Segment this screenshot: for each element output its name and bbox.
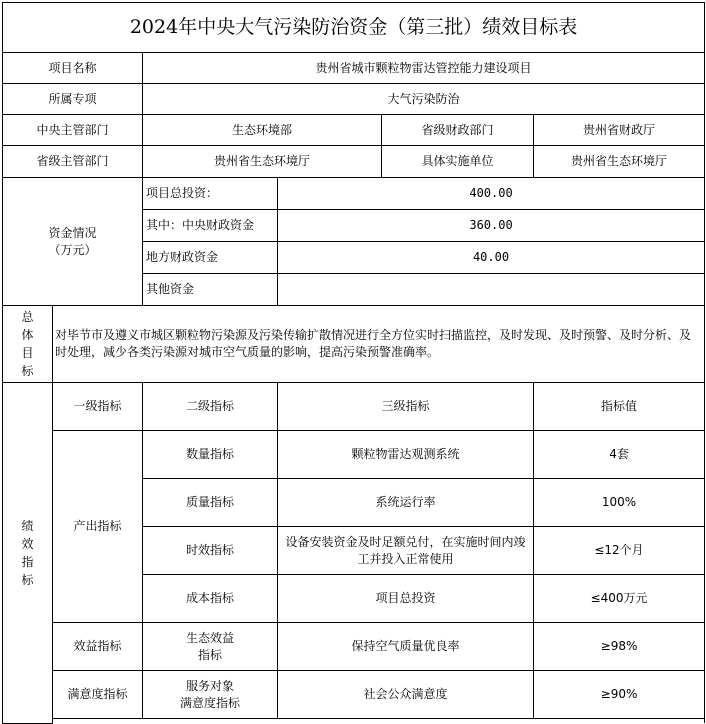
indicator-value: ≥90% bbox=[534, 671, 705, 719]
indicators-label: 绩 效 指 标 bbox=[3, 383, 53, 724]
indicator-value: 100% bbox=[534, 479, 705, 527]
performance-target-table bbox=[2, 2, 705, 724]
indicator-level3: 颗粒物雷达观测系统 bbox=[278, 431, 534, 479]
indicator-value: ≤12个月 bbox=[534, 527, 705, 575]
funding-row-label: 其他资金 bbox=[143, 274, 278, 306]
indicator-level3: 保持空气质量优良率 bbox=[278, 623, 534, 671]
header-level2: 二级指标 bbox=[143, 383, 278, 431]
provincial-finance-label: 省级财政部门 bbox=[382, 115, 534, 146]
project-name-label: 项目名称 bbox=[3, 53, 143, 84]
funding-row-value bbox=[278, 274, 705, 306]
indicator-level3: 社会公众满意度 bbox=[278, 671, 534, 719]
indicator-level3: 系统运行率 bbox=[278, 479, 534, 527]
indicator-level2: 质量指标 bbox=[143, 479, 278, 527]
provincial-finance-value: 贵州省财政厅 bbox=[534, 115, 705, 146]
table-title: 2024年中央大气污染防治资金（第三批）绩效目标表 bbox=[3, 3, 705, 53]
provincial-dept-value: 贵州省生态环境厅 bbox=[143, 146, 382, 178]
indicator-level3: 项目总投资 bbox=[278, 575, 534, 623]
indicator-level1: 产出指标 bbox=[53, 431, 143, 623]
goal-text: 对毕节市及遵义市城区颗粒物污染源及污染传输扩散情况进行全方位实时扫描监控，及时发现、及时预警、及时分析、及时处理，减少各类污染源对城市空气质量的影响，提高污染预警准确率。 bbox=[53, 306, 705, 383]
goal-label: 总 体 目 标 bbox=[3, 306, 53, 383]
indicator-value: ≤400万元 bbox=[534, 575, 705, 623]
header-value: 指标值 bbox=[534, 383, 705, 431]
implementing-unit-value: 贵州省生态环境厅 bbox=[534, 146, 705, 178]
funding-row-label: 地方财政资金 bbox=[143, 242, 278, 274]
bottom-spacer bbox=[53, 719, 705, 724]
provincial-dept-label: 省级主管部门 bbox=[3, 146, 143, 178]
funding-row-label: 项目总投资： bbox=[143, 178, 278, 210]
indicator-level1: 效益指标 bbox=[53, 623, 143, 671]
category-label: 所属专项 bbox=[3, 84, 143, 115]
indicator-level1: 满意度指标 bbox=[53, 671, 143, 719]
indicator-level2: 生态效益 指标 bbox=[143, 623, 278, 671]
funding-row-value: 40.00 bbox=[278, 242, 705, 274]
funding-label: 资金情况 （万元） bbox=[3, 178, 143, 306]
indicator-level2: 服务对象 满意度指标 bbox=[143, 671, 278, 719]
funding-row-value: 400.00 bbox=[278, 178, 705, 210]
indicator-level3: 设备安装资金及时足额兑付，在实施时间内竣工并投入正常使用 bbox=[278, 527, 534, 575]
central-dept-label: 中央主管部门 bbox=[3, 115, 143, 146]
project-name-value: 贵州省城市颗粒物雷达管控能力建设项目 bbox=[143, 53, 705, 84]
implementing-unit-label: 具体实施单位 bbox=[382, 146, 534, 178]
funding-row-label: 其中：中央财政资金 bbox=[143, 210, 278, 242]
indicator-level2: 成本指标 bbox=[143, 575, 278, 623]
indicator-level2: 时效指标 bbox=[143, 527, 278, 575]
funding-row-value: 360.00 bbox=[278, 210, 705, 242]
header-level1: 一级指标 bbox=[53, 383, 143, 431]
central-dept-value: 生态环境部 bbox=[143, 115, 382, 146]
header-level3: 三级指标 bbox=[278, 383, 534, 431]
category-value: 大气污染防治 bbox=[143, 84, 705, 115]
indicator-level2: 数量指标 bbox=[143, 431, 278, 479]
indicator-value: 4套 bbox=[534, 431, 705, 479]
indicator-value: ≥98% bbox=[534, 623, 705, 671]
